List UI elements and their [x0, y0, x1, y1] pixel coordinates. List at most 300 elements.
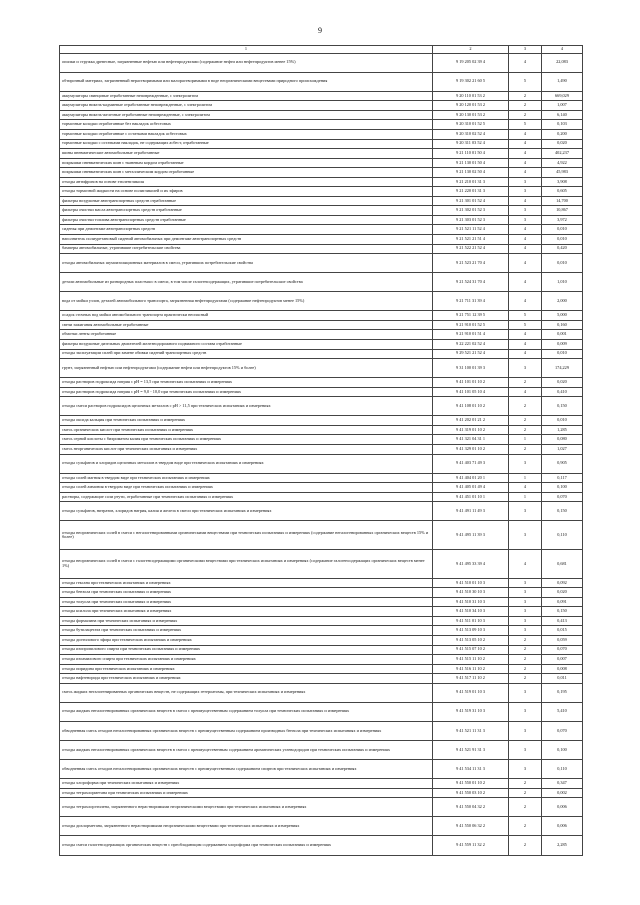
waste-name-cell: осадок сточных вод мойки автомобильного транспорта практически неопасный: [60, 311, 433, 321]
hazard-class-cell: 3: [509, 578, 542, 588]
waste-name-cell: отходы смеси растворов гидроксидов щелочных металлов с pH > 11,5 при технических испытаниях и измерениях: [60, 397, 433, 416]
hazard-class-cell: 4: [509, 254, 542, 273]
waste-code-cell: 9 41 510 34 10 3: [433, 607, 509, 617]
hazard-class-cell: 2: [509, 655, 542, 665]
hazard-class-cell: 1: [509, 473, 542, 483]
table-row: [60, 206, 583, 216]
table-row: [60, 626, 583, 636]
waste-code-cell: 9 19 302 21 60 5: [433, 72, 509, 91]
waste-code-cell: 9 19 205 02 39 4: [433, 53, 509, 72]
waste-code-cell: 9 21 521 21 51 4: [433, 234, 509, 244]
table-row: [60, 473, 583, 483]
hazard-class-cell: 4: [509, 225, 542, 235]
table-row: [60, 483, 583, 493]
amount-cell: 0,100: [542, 483, 583, 493]
table-row: [60, 445, 583, 455]
waste-name-cell: отходы бутилацетата при технических испытаниях и измерениях: [60, 626, 433, 636]
amount-cell: 0,006: [542, 798, 583, 817]
page-number: 9: [318, 26, 322, 35]
hazard-class-cell: 3: [509, 206, 542, 216]
amount-cell: 0,059: [542, 635, 583, 645]
waste-name-cell: отходы тетрахлорметана при технических испытаниях и измерениях: [60, 788, 433, 798]
waste-name-cell: тормозные колодки с остатками накладок, не содержащих асбест, отработанные: [60, 139, 433, 149]
table-row: [60, 836, 583, 855]
hazard-class-cell: 4: [509, 196, 542, 206]
waste-code-cell: 9 41 510 01 10 3: [433, 578, 509, 588]
table-row: [60, 664, 583, 674]
amount-cell: 0,200: [542, 129, 583, 139]
amount-cell: 2,000: [542, 292, 583, 311]
waste-code-cell: 9 21 751 12 39 5: [433, 311, 509, 321]
hazard-class-cell: 2: [509, 91, 542, 101]
hazard-class-cell: 4: [509, 129, 542, 139]
amount-cell: 22,083: [542, 53, 583, 72]
hazard-class-cell: 2: [509, 416, 542, 426]
hazard-class-cell: 2: [509, 664, 542, 674]
table-row: [60, 120, 583, 130]
waste-name-cell: обтирочный материал, загрязненный нерастворимыми или малорастворимыми в воде неорганическими веществами природного происхождения: [60, 72, 433, 91]
waste-code-cell: 9 21 130 02 50 4: [433, 168, 509, 178]
amount-cell: 5,410: [542, 702, 583, 721]
waste-code-cell: 9 41 108 01 10 2: [433, 397, 509, 416]
table-row: [60, 110, 583, 120]
waste-code-cell: 9 21 910 01 51 4: [433, 330, 509, 340]
table-row: [60, 158, 583, 168]
amount-cell: 1,027: [542, 445, 583, 455]
waste-name-cell: аккумуляторы никель-кадмиевые отработанные неповрежденные, с электролитом: [60, 101, 433, 111]
table-row: [60, 349, 583, 359]
waste-code-cell: 9 21 110 01 50 4: [433, 149, 509, 159]
hazard-class-cell: 3: [509, 502, 542, 521]
table-row: [60, 788, 583, 798]
waste-name-cell: смесь серной кислоты с бихроматом калия при технических испытаниях и измерениях: [60, 435, 433, 445]
hazard-class-cell: 2: [509, 397, 542, 416]
hazard-class-cell: 2: [509, 779, 542, 789]
waste-code-cell: 9 21 303 01 52 3: [433, 215, 509, 225]
hazard-class-cell: 2: [509, 425, 542, 435]
waste-code-cell: 9 41 451 01 10 1: [433, 492, 509, 502]
column-header-4: 4: [542, 46, 583, 54]
waste-code-cell: 9 41 495 33 39 4: [433, 550, 509, 579]
waste-name-cell: отходы растворов гидроксида натрия с pH = 9,0 - 10,0 при технических испытаниях и измерениях: [60, 387, 433, 397]
table-row: [60, 72, 583, 91]
table-row: [60, 273, 583, 292]
amount-cell: 0,020: [542, 139, 583, 149]
waste-name-cell: вода от мойки узлов, деталей автомобильного транспорта, загрязненная нефтепродуктами (содержание нефтепродуктов менее 15%): [60, 292, 433, 311]
hazard-class-cell: 4: [509, 139, 542, 149]
amount-cell: 0,103: [542, 120, 583, 130]
hazard-class-cell: 4: [509, 53, 542, 72]
hazard-class-cell: 4: [509, 340, 542, 350]
table-row: [60, 492, 583, 502]
waste-code-cell: 9 20 310 02 52 4: [433, 129, 509, 139]
amount-cell: 0,347: [542, 779, 583, 789]
amount-cell: 0,110: [542, 521, 583, 550]
waste-name-cell: отходы оксида кальция при технических испытаниях и измерениях: [60, 416, 433, 426]
table-row: [60, 721, 583, 740]
waste-code-cell: 9 41 534 11 31 3: [433, 760, 509, 779]
column-header-3: 3: [509, 46, 542, 54]
hazard-class-cell: 3: [509, 521, 542, 550]
table-row: [60, 597, 583, 607]
amount-cell: 0,015: [542, 626, 583, 636]
hazard-class-cell: 4: [509, 244, 542, 254]
hazard-class-cell: 3: [509, 616, 542, 626]
waste-name-cell: сиденья при демонтаже автотранспортных средств: [60, 225, 433, 235]
waste-code-cell: 9 21 524 31 70 4: [433, 273, 509, 292]
hazard-class-cell: 3: [509, 177, 542, 187]
waste-name-cell: смесь жидких негалогенированных органических веществ, не содержащих гетероатомы, при технических испытаниях и измерениях: [60, 683, 433, 702]
amount-cell: 669,029: [542, 91, 583, 101]
waste-name-cell: отходы хлороформа при технических испытаниях и измерениях: [60, 779, 433, 789]
waste-name-cell: отходы сульфатов, нитратов, хлоридов натрия, калия и железа в смеси при технических испытаниях и измерениях: [60, 502, 433, 521]
amount-cell: 0,605: [542, 187, 583, 197]
waste-code-cell: 9 41 550 01 10 2: [433, 779, 509, 789]
waste-code-cell: 9 41 519 31 10 3: [433, 702, 509, 721]
table-row: [60, 292, 583, 311]
amount-cell: 0,150: [542, 397, 583, 416]
table-row: [60, 655, 583, 665]
hazard-class-cell: 4: [509, 330, 542, 340]
waste-table-body: [60, 46, 583, 856]
waste-name-cell: опилки и стружка древесные, загрязненные нефтью или нефтепродуктами (содержание нефти или нефтепродуктов менее 15%): [60, 53, 433, 72]
hazard-class-cell: 3: [509, 683, 542, 702]
hazard-class-cell: 3: [509, 215, 542, 225]
waste-name-cell: отходы смеси галогенсодержащих органических веществ с преобладающим содержанием хлороформа при технических испытаниях и измерениях: [60, 836, 433, 855]
waste-name-cell: отходы эксплуатации сплей при замене обивки сидений транспортных средств: [60, 349, 433, 359]
waste-name-cell: обводненная смесь отходов негалогенированных органических веществ с преимущественным содержанием спиртов при технических испытаниях и измерениях: [60, 760, 433, 779]
waste-code-cell: 9 41 101 01 10 2: [433, 378, 509, 388]
hazard-class-cell: 3: [509, 187, 542, 197]
waste-code-cell: 9 41 491 11 49 3: [433, 502, 509, 521]
table-row: [60, 635, 583, 645]
table-row: [60, 817, 583, 836]
waste-name-cell: отходы пиридина при технических испытаниях и измерениях: [60, 664, 433, 674]
waste-code-cell: 9 41 517 11 10 2: [433, 674, 509, 684]
waste-code-cell: 9 41 513 09 10 3: [433, 626, 509, 636]
waste-name-cell: аккумуляторы никель-железные отработанные неповрежденные, с электролитом: [60, 110, 433, 120]
hazard-class-cell: 2: [509, 110, 542, 120]
amount-cell: 0,681: [542, 550, 583, 579]
amount-cell: 0,420: [542, 244, 583, 254]
hazard-class-cell: 3: [509, 626, 542, 636]
amount-cell: 10,867: [542, 206, 583, 216]
amount-cell: 0,006: [542, 817, 583, 836]
waste-code-cell: 9 41 550 03 10 2: [433, 788, 509, 798]
waste-code-cell: 9 21 130 01 50 4: [433, 158, 509, 168]
amount-cell: 0,410: [542, 387, 583, 397]
waste-name-cell: растворы, содержащие соли ртути, отработанные при технических испытаниях и измерениях: [60, 492, 433, 502]
amount-cell: 4,922: [542, 158, 583, 168]
hazard-class-cell: 5: [509, 311, 542, 321]
column-header-1: 1: [60, 46, 433, 54]
waste-code-cell: 9 29 521 21 52 4: [433, 349, 509, 359]
table-row: [60, 139, 583, 149]
waste-name-cell: обводненная смесь отходов негалогенированных органических веществ с преимущественным содержанием производных бензола при технических испытаниях и измерениях: [60, 721, 433, 740]
waste-code-cell: 9 41 510 31 10 3: [433, 597, 509, 607]
waste-code-cell: 9 41 511 01 10 3: [433, 616, 509, 626]
amount-cell: 3,972: [542, 215, 583, 225]
waste-code-cell: 9 21 302 01 52 3: [433, 206, 509, 216]
table-row: [60, 168, 583, 178]
table-row: [60, 244, 583, 254]
amount-cell: 0,002: [542, 788, 583, 798]
waste-code-cell: 9 21 711 31 39 4: [433, 292, 509, 311]
amount-cell: 6,140: [542, 110, 583, 120]
waste-code-cell: 9 41 515 07 10 2: [433, 645, 509, 655]
table-row: [60, 397, 583, 416]
hazard-class-cell: 2: [509, 645, 542, 655]
hazard-class-cell: 1: [509, 492, 542, 502]
waste-name-cell: покрышки пневматических шин с тканевым кордом отработанные: [60, 158, 433, 168]
waste-code-cell: 9 41 510 30 10 3: [433, 588, 509, 598]
waste-code-cell: 9 41 403 71 49 3: [433, 454, 509, 473]
table-row: [60, 330, 583, 340]
waste-name-cell: отходы ксилола при технических испытаниях и измерениях: [60, 607, 433, 617]
column-header-2: 2: [433, 46, 509, 54]
table-row: [60, 359, 583, 378]
waste-name-cell: детали автомобильные из разнородных пластмасс в смеси, в том числе галогенсодержащих, утратившие потребительские свойства: [60, 273, 433, 292]
amount-cell: 0,009: [542, 340, 583, 350]
hazard-class-cell: 5: [509, 320, 542, 330]
waste-code-cell: 9 20 120 01 53 2: [433, 101, 509, 111]
waste-code-cell: 9 41 101 05 10 4: [433, 387, 509, 397]
table-row: [60, 129, 583, 139]
table-row: [60, 91, 583, 101]
hazard-class-cell: 3: [509, 607, 542, 617]
table-row: [60, 645, 583, 655]
hazard-class-cell: 4: [509, 292, 542, 311]
waste-name-cell: отходы изоамилового спирта при технических испытаниях и измерениях: [60, 655, 433, 665]
amount-cell: 0,010: [542, 225, 583, 235]
waste-code-cell: 9 21 522 21 52 4: [433, 244, 509, 254]
waste-code-cell: 9 21 521 11 52 4: [433, 225, 509, 235]
waste-code-cell: 9 22 221 02 52 4: [433, 340, 509, 350]
table-row: [60, 416, 583, 426]
waste-name-cell: отходы антифризов на основе этиленгликоля: [60, 177, 433, 187]
amount-cell: 0,010: [542, 416, 583, 426]
table-row: [60, 588, 583, 598]
waste-name-cell: отходы неорганических солей в смеси с негалогенированными органическими веществами при технических испытаниях и измерениях (содержание негалогенированных органических веществ 15% и более): [60, 521, 433, 550]
waste-name-cell: отходы гексана при технических испытаниях и измерениях: [60, 578, 433, 588]
amount-cell: 0,011: [542, 674, 583, 684]
table-row: [60, 454, 583, 473]
table-row: [60, 254, 583, 273]
table-row: [60, 215, 583, 225]
table-row: [60, 311, 583, 321]
hazard-class-cell: 2: [509, 635, 542, 645]
table-row: [60, 196, 583, 206]
amount-cell: 0,008: [542, 664, 583, 674]
waste-name-cell: смесь неорганических кислот при технических испытаниях и измерениях: [60, 445, 433, 455]
waste-code-cell: 9 41 202 01 21 2: [433, 416, 509, 426]
waste-code-cell: 9 41 329 01 10 2: [433, 445, 509, 455]
hazard-class-cell: 4: [509, 149, 542, 159]
waste-code-cell: 9 41 495 11 39 3: [433, 521, 509, 550]
hazard-class-cell: 3: [509, 588, 542, 598]
waste-name-cell: наполнитель полиуретановый сидений автомобильных при демонтаже автотранспортных средств: [60, 234, 433, 244]
hazard-class-cell: 4: [509, 387, 542, 397]
amount-cell: 0,905: [542, 454, 583, 473]
table-row: [60, 320, 583, 330]
waste-code-cell: 9 41 516 11 10 2: [433, 664, 509, 674]
table-row: [60, 101, 583, 111]
waste-code-cell: 9 41 550 06 32 2: [433, 817, 509, 836]
waste-name-cell: обмотки ленты отработанные: [60, 330, 433, 340]
waste-code-cell: 9 41 321 04 31 1: [433, 435, 509, 445]
waste-code-cell: 9 41 515 11 10 2: [433, 655, 509, 665]
table-row: [60, 674, 583, 684]
hazard-class-cell: 3: [509, 740, 542, 759]
hazard-class-cell: 2: [509, 101, 542, 111]
waste-name-cell: аккумуляторы свинцовые отработанные неповрежденные, с электролитом: [60, 91, 433, 101]
table-row: [60, 234, 583, 244]
amount-cell: 1,490: [542, 72, 583, 91]
table-row: [60, 187, 583, 197]
table-row: [60, 149, 583, 159]
amount-cell: 1,007: [542, 101, 583, 111]
waste-name-cell: свечи зажигания автомобильные отработанные: [60, 320, 433, 330]
waste-code-cell: 9 41 513 05 10 2: [433, 635, 509, 645]
hazard-class-cell: 2: [509, 674, 542, 684]
waste-name-cell: отходы автомобильных шумоизоляционных материалов в смеси, утративших потребительские свойства: [60, 254, 433, 273]
amount-cell: 0,020: [542, 378, 583, 388]
amount-cell: 45,983: [542, 168, 583, 178]
waste-name-cell: грунт, загрязненный нефтью или нефтепродуктами (содержание нефти или нефтепродуктов 15% и более): [60, 359, 433, 378]
waste-code-cell: 9 20 310 01 52 5: [433, 120, 509, 130]
amount-cell: 1,285: [542, 425, 583, 435]
waste-name-cell: отходы солей магния в твердом виде при технических испытаниях и измерениях: [60, 473, 433, 483]
table-row: [60, 607, 583, 617]
hazard-class-cell: 4: [509, 273, 542, 292]
waste-code-cell: 9 41 519 01 10 3: [433, 683, 509, 702]
hazard-class-cell: 2: [509, 788, 542, 798]
hazard-class-cell: 4: [509, 234, 542, 244]
hazard-class-cell: 4: [509, 158, 542, 168]
table-header-row: [60, 46, 583, 54]
waste-name-cell: фильтры очистки масла автотранспортных средств отработанные: [60, 206, 433, 216]
hazard-class-cell: 2: [509, 817, 542, 836]
amount-cell: 0,117: [542, 473, 583, 483]
waste-name-cell: отходы изопропилового спирта при технических испытаниях и измерениях: [60, 645, 433, 655]
amount-cell: 402,237: [542, 149, 583, 159]
waste-name-cell: отходы нафтенорида при технических испытаниях и измерениях: [60, 674, 433, 684]
hazard-class-cell: 2: [509, 798, 542, 817]
waste-name-cell: смесь органических кислот при технических испытаниях и измерениях: [60, 425, 433, 435]
hazard-class-cell: 3: [509, 721, 542, 740]
amount-cell: 14,700: [542, 196, 583, 206]
waste-code-cell: 9 41 550 04 32 2: [433, 798, 509, 817]
waste-name-cell: отходы солей аммония в твердом виде при технических испытаниях и измерениях: [60, 483, 433, 493]
amount-cell: 0,070: [542, 721, 583, 740]
waste-code-cell: 9 21 210 01 31 3: [433, 177, 509, 187]
table-row: [60, 425, 583, 435]
waste-code-cell: 9 21 910 01 52 5: [433, 320, 509, 330]
amount-cell: 2,285: [542, 836, 583, 855]
table-row: [60, 578, 583, 588]
amount-cell: 0,020: [542, 588, 583, 598]
waste-name-cell: отходы тетрахлорэтилена, загрязненного нерастворимыми неорганическими веществами при технических испытаниях и измерениях: [60, 798, 433, 817]
amount-cell: 0,195: [542, 683, 583, 702]
amount-cell: 0,080: [542, 435, 583, 445]
waste-name-cell: отходы неорганических солей в смеси с галогенсодержащими органическими веществами при технических испытаниях и измерениях (содержание галогенсодержащих органических веществ менее 1%): [60, 550, 433, 579]
table-row: [60, 225, 583, 235]
table-row: [60, 779, 583, 789]
amount-cell: 3,908: [542, 177, 583, 187]
waste-code-cell: 9 20 311 03 52 4: [433, 139, 509, 149]
amount-cell: 5,000: [542, 311, 583, 321]
waste-name-cell: фильтры воздушные дизельных двигателей железнодорожного подвижного состава отработанные: [60, 340, 433, 350]
amount-cell: 0,092: [542, 578, 583, 588]
waste-name-cell: отходы формалина при технических испытаниях и измерениях: [60, 616, 433, 626]
waste-code-cell: 9 41 521 11 31 3: [433, 721, 509, 740]
waste-name-cell: фильтры воздушные автотранспортных средств отработанные: [60, 196, 433, 206]
amount-cell: 0,150: [542, 502, 583, 521]
waste-name-cell: отходы дихлорметана, загрязненного нерастворимыми неорганическими веществами при технических испытаниях и измерениях: [60, 817, 433, 836]
waste-name-cell: отходы жидких негалогенированных органических веществ в смеси с преимущественным содержанием ароматических углеводородов при технических испытаниях и измерениях: [60, 740, 433, 759]
waste-table: [59, 45, 583, 856]
waste-name-cell: покрышки пневматических шин с металлическим кордом отработанные: [60, 168, 433, 178]
amount-cell: 0,010: [542, 349, 583, 359]
amount-cell: 0,007: [542, 655, 583, 665]
amount-cell: 0,413: [542, 616, 583, 626]
hazard-class-cell: 4: [509, 168, 542, 178]
hazard-class-cell: 2: [509, 445, 542, 455]
hazard-class-cell: 5: [509, 72, 542, 91]
amount-cell: 0,010: [542, 254, 583, 273]
table-row: [60, 177, 583, 187]
hazard-class-cell: 4: [509, 483, 542, 493]
waste-code-cell: 9 20 130 01 53 2: [433, 110, 509, 120]
hazard-class-cell: 3: [509, 597, 542, 607]
waste-code-cell: 9 41 559 11 32 2: [433, 836, 509, 855]
waste-name-cell: отходы бензола при технических испытаниях и измерениях: [60, 588, 433, 598]
table-row: [60, 683, 583, 702]
waste-name-cell: отходы тормозной жидкости на основе полигликолей и их эфиров: [60, 187, 433, 197]
table-row: [60, 760, 583, 779]
hazard-class-cell: 2: [509, 836, 542, 855]
waste-name-cell: тормозные колодки отработанные с остатками накладок асбестовых: [60, 129, 433, 139]
hazard-class-cell: 4: [509, 550, 542, 579]
waste-name-cell: отходы толуола при технических испытаниях и измерениях: [60, 597, 433, 607]
hazard-class-cell: 5: [509, 120, 542, 130]
waste-code-cell: 9 31 100 01 39 3: [433, 359, 509, 378]
amount-cell: 0,110: [542, 760, 583, 779]
table-row: [60, 378, 583, 388]
table-row: [60, 740, 583, 759]
amount-cell: 1,010: [542, 273, 583, 292]
table-row: [60, 550, 583, 579]
waste-name-cell: отходы диэтилового эфира при технических испытаниях и измерениях: [60, 635, 433, 645]
waste-code-cell: 9 41 521 91 31 3: [433, 740, 509, 759]
waste-name-cell: отходы сульфатов и хлоридов щелочных металлов в твердом виде при технических испытаниях и измерениях: [60, 454, 433, 473]
amount-cell: 0,160: [542, 320, 583, 330]
table-row: [60, 521, 583, 550]
amount-cell: 0,100: [542, 740, 583, 759]
amount-cell: 0,091: [542, 597, 583, 607]
hazard-class-cell: 3: [509, 359, 542, 378]
hazard-class-cell: 4: [509, 349, 542, 359]
amount-cell: 0,010: [542, 234, 583, 244]
waste-name-cell: тормозные колодки отработанные без накладок асбестовых: [60, 120, 433, 130]
amount-cell: 0,150: [542, 607, 583, 617]
waste-code-cell: 9 21 301 01 52 4: [433, 196, 509, 206]
waste-code-cell: 9 41 405 01 49 4: [433, 483, 509, 493]
waste-code-cell: 9 20 110 01 53 2: [433, 91, 509, 101]
table-row: [60, 53, 583, 72]
hazard-class-cell: 3: [509, 454, 542, 473]
table-row: [60, 798, 583, 817]
